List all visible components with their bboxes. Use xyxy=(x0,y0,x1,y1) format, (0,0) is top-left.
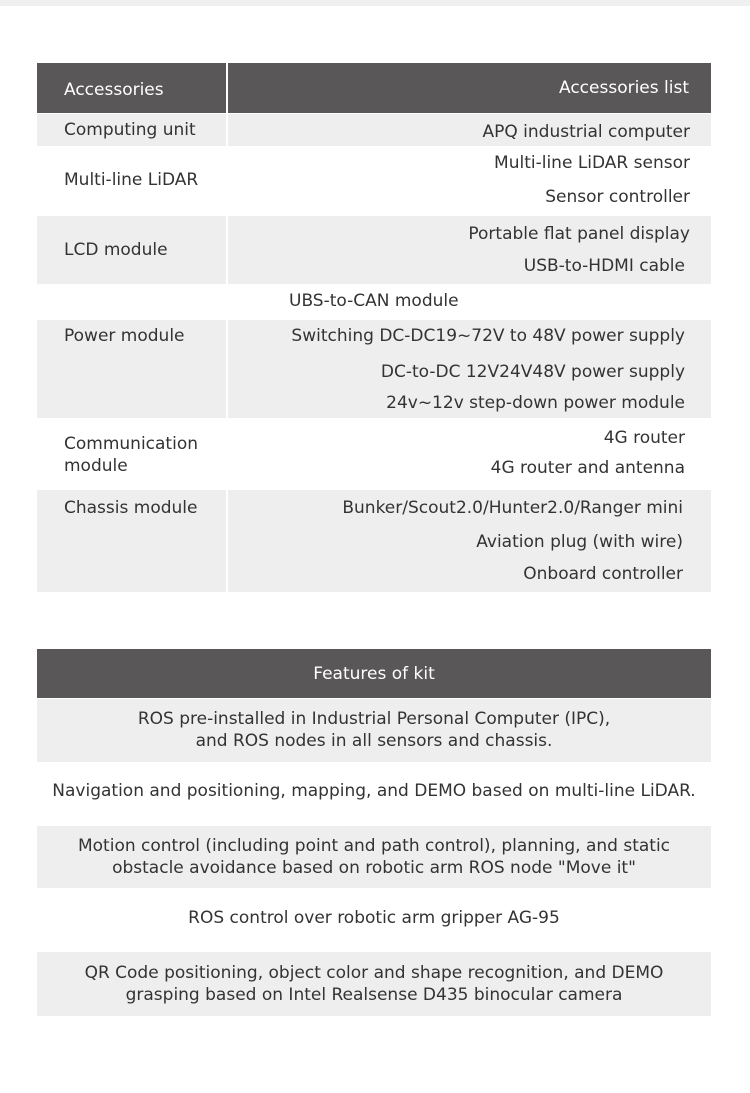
accessory-item: Switching DC-DC19~72V to 48V power supply xyxy=(291,326,685,346)
table-row xyxy=(37,146,711,216)
feature-text-line: grasping based on Intel Realsense D435 binocular camera xyxy=(125,985,623,1005)
feature-row xyxy=(37,952,711,1016)
table-row xyxy=(37,284,711,320)
accessory-item: DC-to-DC 12V24V48V power supply xyxy=(380,362,685,382)
feature-row xyxy=(37,699,711,762)
accessory-item: 24v~12v step-down power module xyxy=(386,393,685,413)
accessory-item: APQ industrial computer xyxy=(482,122,690,142)
feature-text-line: Motion control (including point and path control), planning, and static xyxy=(77,836,671,856)
accessories-table-header xyxy=(37,63,711,113)
category-label: Computing unit xyxy=(64,120,196,140)
feature-row xyxy=(37,762,711,826)
table-row xyxy=(37,320,711,418)
feature-text-line: ROS pre-installed in Industrial Personal Computer (IPC), xyxy=(137,709,611,729)
feature-text-line: ROS control over robotic arm gripper AG-95 xyxy=(188,908,560,928)
feature-text-line: obstacle avoidance based on robotic arm ROS node "Move it" xyxy=(112,858,636,878)
header-accessories-list-label: Accessories list xyxy=(559,78,689,98)
table-row xyxy=(37,418,711,488)
accessory-item: 4G router and antenna xyxy=(490,458,685,478)
accessory-item: 4G router xyxy=(603,428,685,448)
table-row xyxy=(37,490,711,592)
accessory-item: Onboard controller xyxy=(523,564,683,584)
category-label: Multi-line LiDAR xyxy=(64,170,199,190)
header-cell-accessories xyxy=(37,63,226,113)
table-row xyxy=(37,114,711,146)
category-label: LCD module xyxy=(64,240,168,260)
accessory-item: Bunker/Scout2.0/Hunter2.0/Ranger mini xyxy=(342,498,683,518)
feature-text-line: and ROS nodes in all sensors and chassis. xyxy=(195,731,553,751)
accessory-item: Multi-line LiDAR sensor xyxy=(494,153,690,173)
feature-row xyxy=(37,888,711,952)
accessory-item: Aviation plug (with wire) xyxy=(476,532,683,552)
header-cell-accessories-list xyxy=(228,63,711,113)
accessory-item: USB-to-HDMI cable xyxy=(523,256,685,276)
feature-row xyxy=(37,826,711,888)
category-label-line-1: Communication xyxy=(64,434,198,454)
header-accessories-label: Accessories xyxy=(64,80,164,100)
feature-text-line: Navigation and positioning, mapping, and DEMO based on multi-line LiDAR. xyxy=(52,781,696,801)
accessory-item: Portable flat panel display xyxy=(468,224,690,244)
category-label-line-2: module xyxy=(64,456,128,476)
accessory-item: UBS-to-CAN module xyxy=(289,291,459,311)
feature-text-line: QR Code positioning, object color and shape recognition, and DEMO xyxy=(84,963,664,983)
features-table-header: Features of kit xyxy=(37,649,711,698)
table-row xyxy=(37,216,711,284)
category-label: Power module xyxy=(64,326,185,346)
accessory-item: Sensor controller xyxy=(545,187,690,207)
category-label: Chassis module xyxy=(64,498,198,518)
top-divider xyxy=(0,0,750,6)
